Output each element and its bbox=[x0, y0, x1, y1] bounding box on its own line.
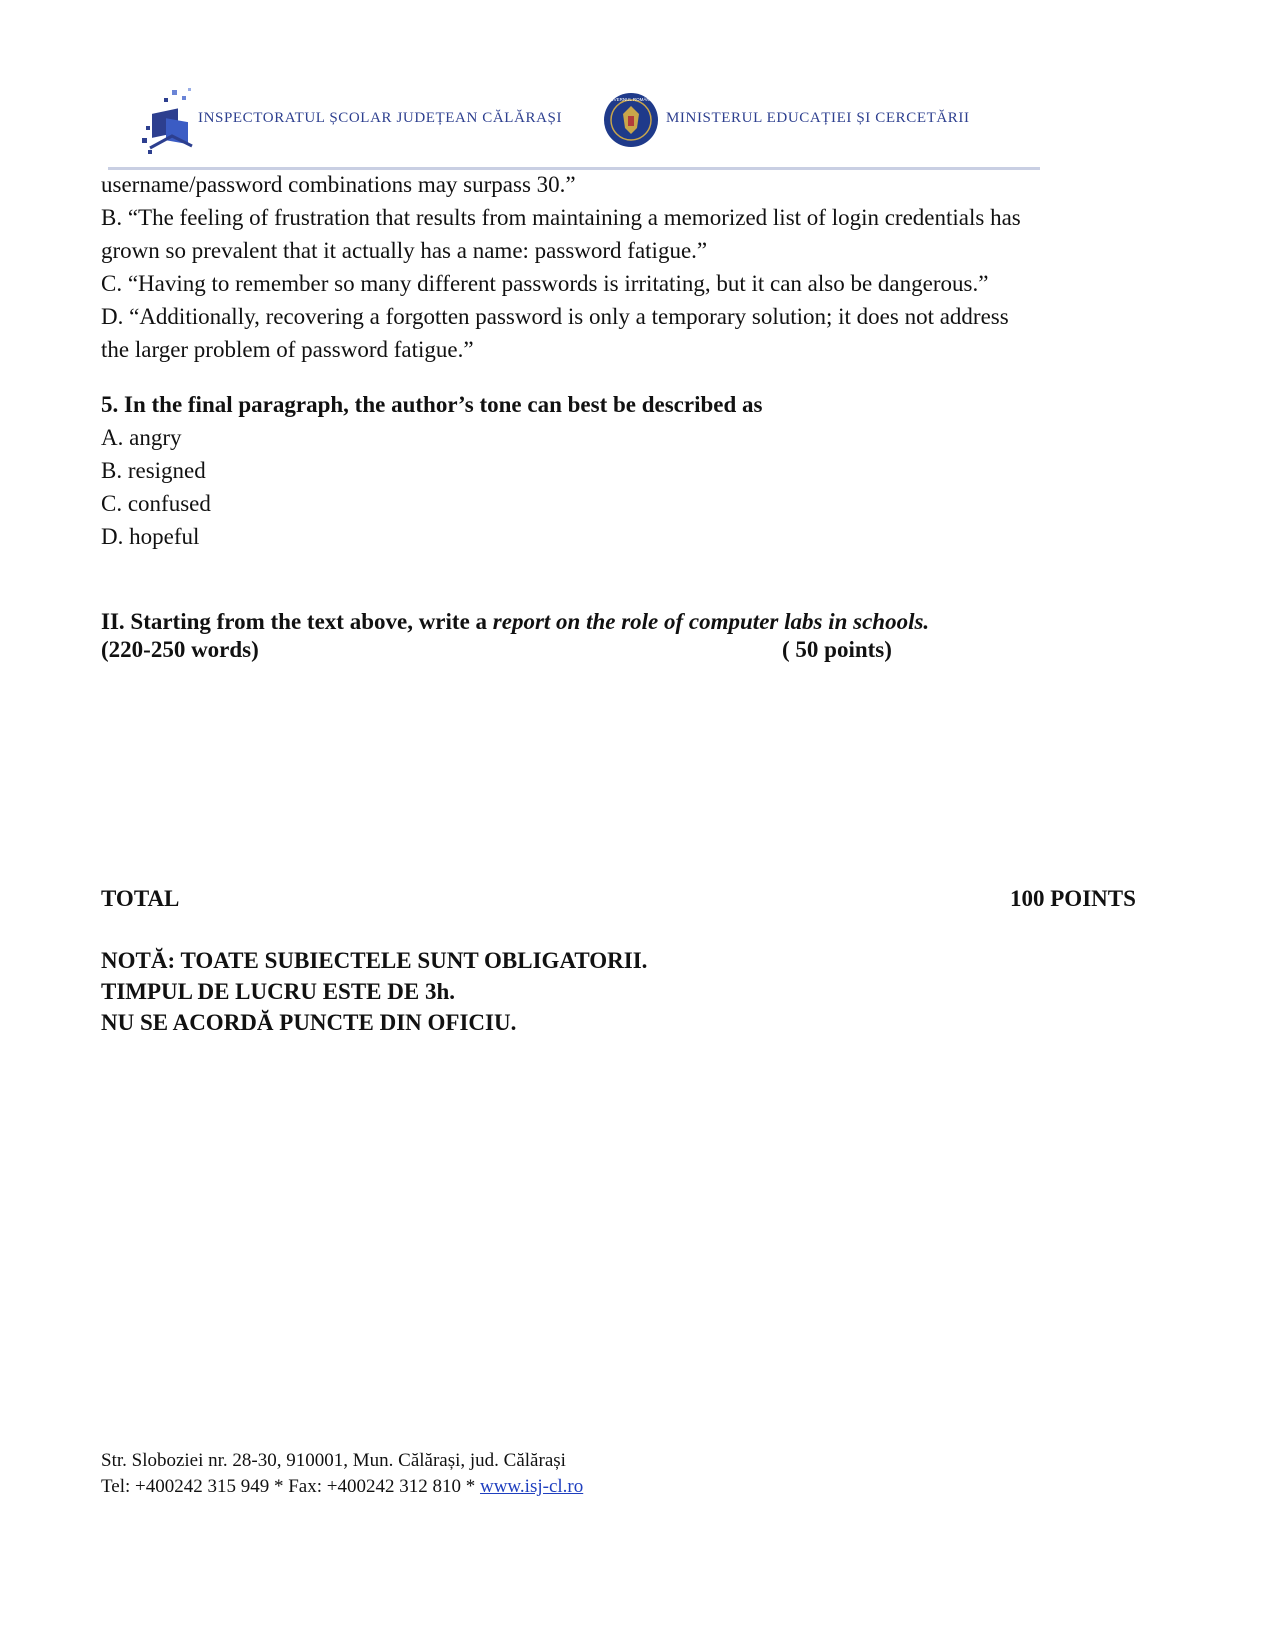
question-5 bbox=[101, 388, 762, 553]
total-value: 100 POINTS bbox=[1010, 886, 1136, 911]
note-line: NU SE ACORDĂ PUNCTE DIN OFICIU. bbox=[101, 1010, 517, 1035]
part2-points: ( 50 points) bbox=[782, 637, 892, 662]
q4-continuation bbox=[101, 168, 1021, 366]
q4-option-b-line2: grown so prevalent that it actually has a name: password fatigue.” bbox=[101, 238, 708, 263]
note-line: NOTĂ: TOATE SUBIECTELE SUNT OBLIGATORII. bbox=[101, 948, 648, 973]
q4-option-b-line1: B. “The feeling of frustration that results from maintaining a memorized list of login credentials has bbox=[101, 205, 1021, 230]
q5-number: 5 bbox=[101, 392, 113, 417]
isj-logo-text: INSPECTORATUL ȘCOLAR JUDEȚEAN CĂLĂRAȘI bbox=[198, 110, 563, 126]
q4-option-d-line1: D. “Additionally, recovering a forgotten password is only a temporary solution; it does not address bbox=[101, 304, 1009, 329]
q5-option: D. hopeful bbox=[101, 524, 200, 549]
header bbox=[0, 0, 1275, 175]
q4-option-c: C. “Having to remember so many different passwords is irritating, but it can also be dangerous.” bbox=[101, 271, 989, 296]
part2-words: (220-250 words) bbox=[101, 637, 259, 662]
footer bbox=[101, 1448, 583, 1500]
part2-topic: report on the role of computer labs in schools. bbox=[492, 609, 930, 634]
part2-lead: II. Starting from the text above, write a bbox=[101, 609, 493, 634]
footer-address: Str. Sloboziei nr. 28-30, 910001, Mun. Călărași, jud. Călărași bbox=[101, 1450, 566, 1471]
exam-note bbox=[101, 945, 647, 1038]
footer-phone-fax: Tel: +400242 315 949 * Fax: +400242 312 810 * bbox=[101, 1476, 480, 1497]
ministry-logo-text: MINISTERUL EDUCAȚIEI ȘI CERCETĂRII bbox=[666, 110, 970, 126]
q4-option-d-line2: the larger problem of password fatigue.” bbox=[101, 337, 474, 362]
isj-logo-icon bbox=[142, 86, 202, 158]
ministry-seal-icon bbox=[603, 92, 659, 148]
q5-stem-text: . In the final paragraph, the author’s tone can best be described as bbox=[112, 392, 763, 417]
q4-line: username/password combinations may surpass 30.” bbox=[101, 172, 576, 197]
seal-text: GUVERNUL ROMÂNIEI bbox=[606, 97, 656, 102]
q5-option: A. angry bbox=[101, 425, 182, 450]
part2-line bbox=[101, 608, 929, 636]
note-line: TIMPUL DE LUCRU ESTE DE 3h. bbox=[101, 979, 456, 1004]
footer-contact bbox=[101, 1474, 583, 1500]
q5-option: C. confused bbox=[101, 491, 211, 516]
footer-website-link[interactable]: www.isj-cl.ro bbox=[479, 1476, 584, 1497]
q5-stem bbox=[101, 388, 762, 421]
total-label: TOTAL bbox=[101, 886, 180, 911]
q5-option: B. resigned bbox=[101, 458, 206, 483]
